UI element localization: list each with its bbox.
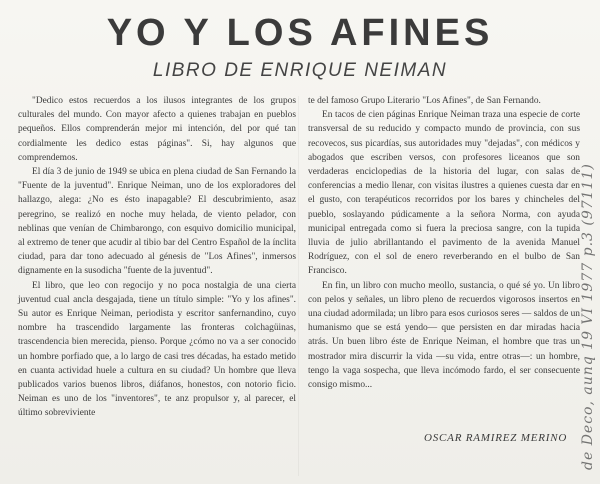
article-subheadline: LIBRO DE ENRIQUE NEIMAN xyxy=(152,60,448,81)
paragraph: El libro, que leo con regocijo y no poca nostalgia de una cierta juventud cual ancla desgajada, tiene un título simple: "Yo y los afines". Su autor es Enrique Neiman, periodista y escritor sanfernandino, cuyo nombre ha trascendido largamente las fronteras colchagüinas, trascendencia bien merecida, pienso. Porque ¿cómo no va a ser conocido un hombre porfiado que, a lo largo de casi tres décadas, ha estado metido en cuanta actividad huele a cultura en su ciudad? Un hombre que lleva publicados varios buenos libros, diáfanos, honestos, con notorio ficio. Neiman es uno de los "inventores", te anz propulsor y, al parecer, el último sobreviviente xyxy=(18,280,296,419)
paragraph: En tacos de cien páginas Enrique Neiman traza una especie de corte transversal de su reducido y compacto mundo de provincia, con sus recovecos, sus picardías, sus autoridades muy "dejadas", con médicos y abogados que escriben versos, con profesores liceanos que son verdaderas enciclopedias de la historia del lugar, con salas de conferencias a medio llenar, con visitas ilustres a quienes cuesta dar en el gusto, con terapéuticos recorridos por los bares y chincheles del pueblo, soslayando púdicamente a la señora Norma, con ayuda municipal entregada como si fuera la preciosa sangre, con la tupida lluvia de julio abrillantando el pavimento de la avenida Manuel Rodríguez, con el sol de enero reverberando en el bulbo de San Francisco. xyxy=(308,110,580,277)
paragraph: En fin, un libro con mucho meollo, sustancia, o qué sé yo. Un libro con pelos y señales, un libro pleno de recuerdos vigorosos insertos en una ciudad adormilada; un libro para esos curiosos seres — saldos de un humanismo que se está yendo— que persisten en dar miradas hacia atrás. Un buen libro éste de Enrique Neiman, el hombre que tras un mostrador mira discurrir la vida —su vida, entre otras—: un hombre, tengo la vaga sospecha, que lleva incómodo fardo, el ser consecuente consigo mismo... xyxy=(308,280,580,391)
paragraph: "Dedico estos recuerdos a los ilusos integrantes de los grupos culturales del mundo. Con mayor afecto a quienes trabajan en pueblos pequeños. Ellos comprenderán mejor mi intención, del por qué tan cordialmente les dedico estas páginas". Si, hay algunos que comprendemos. xyxy=(18,96,296,163)
author-signature: OSCAR RAMIREZ MERINO xyxy=(424,432,568,444)
left-column xyxy=(18,94,296,421)
article-headline: YO Y LOS AFINES xyxy=(106,12,494,54)
paragraph: El día 3 de junio de 1949 se ubica en plena ciudad de San Fernando la "Fuente de la juventud". Enrique Neiman, uno de los exploradores del hallazgo, alega: ¿No es ésto inapagable? El descubrimiento, asaz peregrino, se realizó en noche muy helada, de viento pelador, con neblinas que venían de Chimbarongo, con esquivo domicilio municipal, al extremo de tener que acudir al tibio bar del Centro Español de la ínclita ciudad, para dar tono adecuado al génesis de "Los Afines", inmersos dignamente en la susodicha "fuente de la juventud". xyxy=(18,167,296,277)
column-divider xyxy=(298,96,299,476)
paragraph: te del famoso Grupo Literario "Los Afines", de San Fernando. xyxy=(308,96,541,106)
right-column xyxy=(308,94,580,392)
handwritten-annotation: de Deco, aunq 19 VI 1977 p.3 (97111) xyxy=(580,163,596,470)
